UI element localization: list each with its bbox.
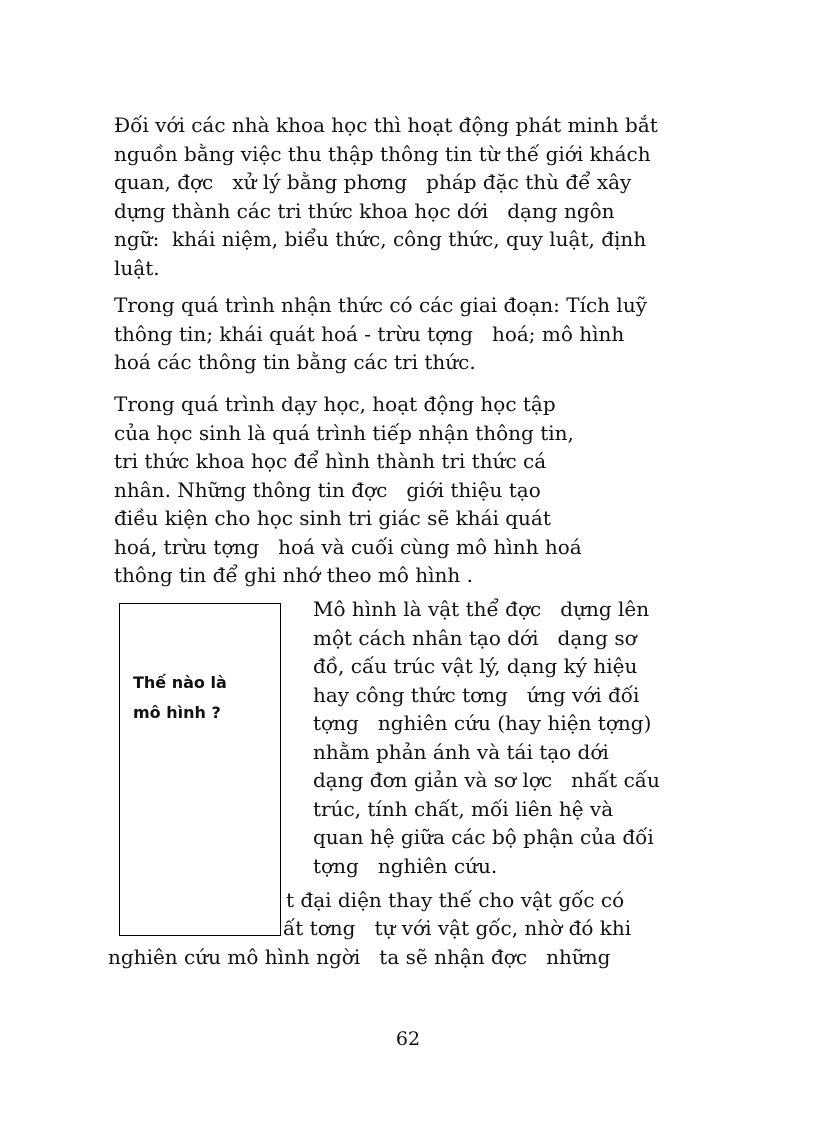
text-line: thông tin để ghi nhớ theo mô hình . bbox=[114, 563, 474, 587]
text-line: nguồn bằng việc thu thập thông tin từ thế giới khách bbox=[114, 142, 651, 166]
page-number: 62 bbox=[395, 1028, 421, 1050]
text-line: Đối với các nhà khoa học thì hoạt động phát minh bắt bbox=[114, 113, 658, 137]
text-line: dựng thành các tri thức khoa học dới dạng ngôn bbox=[114, 199, 615, 223]
text-line: trúc, tính chất, mối liên hệ và bbox=[313, 797, 614, 821]
text-line: Trong quá trình nhận thức có các giai đoạn: Tích luỹ bbox=[114, 293, 647, 317]
text-line: tri thức khoa học để hình thành tri thức cá bbox=[114, 449, 547, 473]
text-line: t đại diện thay thế cho vật gốc có bbox=[286, 888, 625, 912]
sidebox-title: Thế nào là mô hình ? bbox=[133, 673, 227, 722]
text-line: hoá, trừu tợng hoá và cuối cùng mô hình hoá bbox=[114, 535, 582, 559]
text-line: ngữ: khái niệm, biểu thức, công thức, quy luật, định bbox=[114, 227, 647, 251]
text-line: một cách nhân tạo dới dạng sơ bbox=[313, 626, 637, 650]
text-line: tợng nghiên cứu. bbox=[313, 854, 498, 878]
text-line: nhân. Những thông tin đợc giới thiệu tạo bbox=[114, 478, 541, 502]
text-line: Trong quá trình dạy học, hoạt động học tập bbox=[114, 392, 556, 416]
text-line: nhằm phản ánh và tái tạo dới bbox=[313, 740, 609, 764]
text-line: luật. bbox=[114, 256, 160, 280]
text-line: điều kiện cho học sinh tri giác sẽ khái quát bbox=[114, 506, 551, 530]
text-line: dạng đơn giản và sơ lợc nhất cấu bbox=[313, 768, 660, 792]
text-line: Mô hình là vật thể đợc dựng lên bbox=[313, 597, 650, 621]
text-line: hay công thức tơng ứng với đối bbox=[313, 683, 640, 707]
text-line: nghiên cứu mô hình ngời ta sẽ nhận đợc những bbox=[108, 945, 611, 969]
text-line: hoá các thông tin bằng các tri thức. bbox=[114, 350, 476, 374]
sidebar-question-box bbox=[119, 603, 281, 936]
text-line: ất tơng tự với vật gốc, nhờ đó khi bbox=[283, 916, 632, 940]
text-line: tợng nghiên cứu (hay hiện tợng) bbox=[313, 711, 652, 735]
text-line: thông tin; khái quát hoá - trừu tợng hoá; mô hình bbox=[114, 322, 625, 346]
text-line: quan hệ giữa các bộ phận của đối bbox=[313, 825, 654, 849]
text-line: đồ, cấu trúc vật lý, dạng ký hiệu bbox=[313, 654, 638, 678]
text-line: quan, đợc xử lý bằng phơng pháp đặc thù để xây bbox=[114, 170, 632, 194]
text-line: của học sinh là quá trình tiếp nhận thông tin, bbox=[114, 421, 574, 445]
